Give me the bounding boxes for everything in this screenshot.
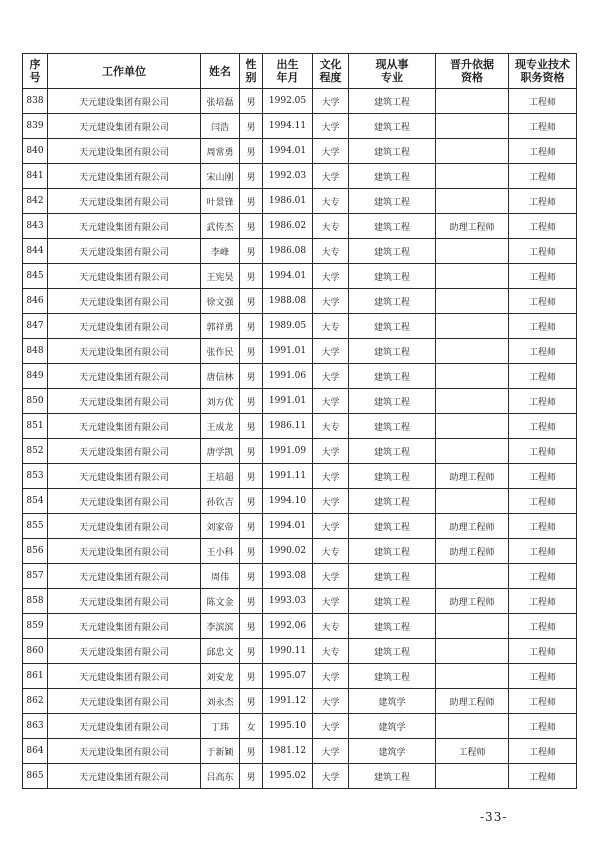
- cell-major: 建筑学: [349, 714, 436, 739]
- cell-unit: 天元建设集团有限公司: [48, 764, 201, 789]
- cell-education: 大专: [313, 614, 349, 639]
- cell-gender: 男: [240, 214, 263, 239]
- cell-current-title: 工程师: [509, 714, 577, 739]
- cell-promotion-basis: [436, 764, 509, 789]
- cell-no: 851: [23, 414, 48, 439]
- header-unit: 工作单位: [48, 54, 201, 89]
- cell-education: 大学: [313, 589, 349, 614]
- cell-name: 刘永杰: [201, 689, 240, 714]
- table-row: [23, 214, 577, 239]
- cell-name: 郭祥勇: [201, 314, 240, 339]
- header-current-title: 现专业技术 职务资格: [509, 54, 577, 89]
- cell-promotion-basis: [436, 314, 509, 339]
- cell-major: 建筑工程: [349, 314, 436, 339]
- cell-current-title: 工程师: [509, 289, 577, 314]
- cell-unit: 天元建设集团有限公司: [48, 289, 201, 314]
- cell-birth: 1991.09: [263, 439, 313, 464]
- cell-unit: 天元建设集团有限公司: [48, 264, 201, 289]
- cell-current-title: 工程师: [509, 489, 577, 514]
- table-row: [23, 489, 577, 514]
- cell-major: 建筑工程: [349, 614, 436, 639]
- cell-name: 孙钦吉: [201, 489, 240, 514]
- cell-name: 叶景锋: [201, 189, 240, 214]
- cell-major: 建筑工程: [349, 364, 436, 389]
- cell-unit: 天元建设集团有限公司: [48, 139, 201, 164]
- cell-education: 大学: [313, 739, 349, 764]
- cell-unit: 天元建设集团有限公司: [48, 739, 201, 764]
- cell-gender: 男: [240, 264, 263, 289]
- cell-birth: 1994.11: [263, 114, 313, 139]
- cell-gender: 男: [240, 539, 263, 564]
- table-row: [23, 764, 577, 789]
- cell-education: 大专: [313, 189, 349, 214]
- cell-current-title: 工程师: [509, 764, 577, 789]
- cell-education: 大学: [313, 439, 349, 464]
- header-birth: 出生 年月: [263, 54, 313, 89]
- header-name: 姓名: [201, 54, 240, 89]
- personnel-table-sheet: [22, 53, 576, 789]
- cell-education: 大专: [313, 539, 349, 564]
- cell-current-title: 工程师: [509, 514, 577, 539]
- cell-unit: 天元建设集团有限公司: [48, 164, 201, 189]
- table-row: [23, 464, 577, 489]
- cell-no: 850: [23, 389, 48, 414]
- cell-no: 849: [23, 364, 48, 389]
- cell-unit: 天元建设集团有限公司: [48, 514, 201, 539]
- cell-current-title: 工程师: [509, 739, 577, 764]
- cell-no: 838: [23, 89, 48, 114]
- cell-birth: 1993.03: [263, 589, 313, 614]
- cell-major: 建筑工程: [349, 414, 436, 439]
- cell-unit: 天元建设集团有限公司: [48, 314, 201, 339]
- cell-education: 大学: [313, 139, 349, 164]
- cell-name: 周伟: [201, 564, 240, 589]
- cell-promotion-basis: [436, 239, 509, 264]
- cell-name: 张培磊: [201, 89, 240, 114]
- cell-major: 建筑工程: [349, 214, 436, 239]
- table-row: [23, 414, 577, 439]
- cell-name: 丁玮: [201, 714, 240, 739]
- cell-no: 854: [23, 489, 48, 514]
- cell-gender: 男: [240, 689, 263, 714]
- cell-major: 建筑工程: [349, 664, 436, 689]
- cell-promotion-basis: [436, 139, 509, 164]
- cell-unit: 天元建设集团有限公司: [48, 239, 201, 264]
- cell-promotion-basis: 助理工程师: [436, 464, 509, 489]
- cell-birth: 1991.06: [263, 364, 313, 389]
- cell-birth: 1989.05: [263, 314, 313, 339]
- cell-promotion-basis: 助理工程师: [436, 514, 509, 539]
- cell-current-title: 工程师: [509, 439, 577, 464]
- cell-promotion-basis: [436, 164, 509, 189]
- header-row: [23, 54, 577, 89]
- cell-current-title: 工程师: [509, 164, 577, 189]
- cell-unit: 天元建设集团有限公司: [48, 664, 201, 689]
- cell-gender: 男: [240, 139, 263, 164]
- table-row: [23, 239, 577, 264]
- cell-gender: 男: [240, 614, 263, 639]
- cell-no: 841: [23, 164, 48, 189]
- cell-promotion-basis: [436, 664, 509, 689]
- table-row: [23, 664, 577, 689]
- table-header: [23, 54, 577, 89]
- cell-unit: 天元建设集团有限公司: [48, 689, 201, 714]
- cell-unit: 天元建设集团有限公司: [48, 589, 201, 614]
- cell-current-title: 工程师: [509, 389, 577, 414]
- cell-no: 855: [23, 514, 48, 539]
- cell-current-title: 工程师: [509, 239, 577, 264]
- cell-promotion-basis: [436, 614, 509, 639]
- cell-name: 徐文强: [201, 289, 240, 314]
- cell-birth: 1995.10: [263, 714, 313, 739]
- cell-major: 建筑工程: [349, 89, 436, 114]
- cell-name: 周常勇: [201, 139, 240, 164]
- cell-promotion-basis: [436, 364, 509, 389]
- cell-unit: 天元建设集团有限公司: [48, 364, 201, 389]
- cell-unit: 天元建设集团有限公司: [48, 89, 201, 114]
- cell-name: 李滨滨: [201, 614, 240, 639]
- cell-birth: 1991.01: [263, 339, 313, 364]
- header-no: 序 号: [23, 54, 48, 89]
- cell-gender: 男: [240, 464, 263, 489]
- cell-current-title: 工程师: [509, 114, 577, 139]
- cell-gender: 男: [240, 364, 263, 389]
- cell-gender: 男: [240, 439, 263, 464]
- cell-education: 大学: [313, 664, 349, 689]
- cell-major: 建筑工程: [349, 264, 436, 289]
- cell-education: 大学: [313, 114, 349, 139]
- cell-no: 852: [23, 439, 48, 464]
- cell-gender: 男: [240, 239, 263, 264]
- cell-gender: 男: [240, 289, 263, 314]
- cell-major: 建筑工程: [349, 289, 436, 314]
- cell-education: 大专: [313, 639, 349, 664]
- cell-no: 856: [23, 539, 48, 564]
- cell-current-title: 工程师: [509, 639, 577, 664]
- cell-name: 刘家帝: [201, 514, 240, 539]
- cell-education: 大学: [313, 714, 349, 739]
- cell-promotion-basis: 助理工程师: [436, 539, 509, 564]
- cell-current-title: 工程师: [509, 664, 577, 689]
- cell-major: 建筑工程: [349, 114, 436, 139]
- cell-name: 王宪昊: [201, 264, 240, 289]
- header-major: 现从事 专业: [349, 54, 436, 89]
- cell-gender: 男: [240, 764, 263, 789]
- cell-birth: 1995.02: [263, 764, 313, 789]
- cell-name: 王小科: [201, 539, 240, 564]
- cell-education: 大学: [313, 89, 349, 114]
- cell-birth: 1990.02: [263, 539, 313, 564]
- cell-education: 大学: [313, 264, 349, 289]
- cell-birth: 1991.11: [263, 464, 313, 489]
- cell-birth: 1991.12: [263, 689, 313, 714]
- cell-education: 大学: [313, 389, 349, 414]
- cell-education: 大专: [313, 414, 349, 439]
- cell-gender: 男: [240, 514, 263, 539]
- cell-no: 860: [23, 639, 48, 664]
- header-gender: 性 别: [240, 54, 263, 89]
- cell-birth: 1986.02: [263, 214, 313, 239]
- cell-gender: 男: [240, 414, 263, 439]
- cell-gender: 男: [240, 739, 263, 764]
- personnel-table: [22, 53, 577, 789]
- cell-major: 建筑工程: [349, 489, 436, 514]
- cell-name: 邱忠文: [201, 639, 240, 664]
- cell-major: 建筑工程: [349, 389, 436, 414]
- cell-no: 845: [23, 264, 48, 289]
- cell-promotion-basis: [436, 489, 509, 514]
- cell-birth: 1992.06: [263, 614, 313, 639]
- cell-major: 建筑工程: [349, 164, 436, 189]
- cell-major: 建筑工程: [349, 564, 436, 589]
- cell-major: 建筑工程: [349, 239, 436, 264]
- cell-birth: 1994.01: [263, 264, 313, 289]
- cell-name: 唐学凯: [201, 439, 240, 464]
- cell-unit: 天元建设集团有限公司: [48, 539, 201, 564]
- cell-education: 大专: [313, 214, 349, 239]
- cell-promotion-basis: [436, 714, 509, 739]
- cell-current-title: 工程师: [509, 139, 577, 164]
- cell-no: 848: [23, 339, 48, 364]
- cell-education: 大学: [313, 514, 349, 539]
- table-body: [23, 89, 577, 789]
- cell-no: 847: [23, 314, 48, 339]
- header-promotion-basis: 晋升依据 资格: [436, 54, 509, 89]
- cell-gender: 男: [240, 639, 263, 664]
- table-row: [23, 389, 577, 414]
- cell-gender: 男: [240, 564, 263, 589]
- cell-unit: 天元建设集团有限公司: [48, 114, 201, 139]
- cell-gender: 男: [240, 164, 263, 189]
- table-row: [23, 164, 577, 189]
- cell-major: 建筑工程: [349, 764, 436, 789]
- cell-major: 建筑工程: [349, 464, 436, 489]
- cell-education: 大专: [313, 314, 349, 339]
- cell-gender: 男: [240, 489, 263, 514]
- cell-no: 843: [23, 214, 48, 239]
- table-row: [23, 189, 577, 214]
- cell-birth: 1993.08: [263, 564, 313, 589]
- cell-current-title: 工程师: [509, 89, 577, 114]
- cell-no: 846: [23, 289, 48, 314]
- cell-birth: 1988.08: [263, 289, 313, 314]
- cell-unit: 天元建设集团有限公司: [48, 489, 201, 514]
- cell-major: 建筑工程: [349, 339, 436, 364]
- cell-birth: 1986.08: [263, 239, 313, 264]
- cell-current-title: 工程师: [509, 589, 577, 614]
- table-row: [23, 739, 577, 764]
- cell-birth: 1994.01: [263, 139, 313, 164]
- cell-name: 张作民: [201, 339, 240, 364]
- cell-name: 闫浩: [201, 114, 240, 139]
- cell-gender: 男: [240, 389, 263, 414]
- table-row: [23, 639, 577, 664]
- cell-name: 唐信林: [201, 364, 240, 389]
- cell-promotion-basis: 工程师: [436, 739, 509, 764]
- cell-promotion-basis: [436, 439, 509, 464]
- cell-education: 大学: [313, 489, 349, 514]
- cell-promotion-basis: [436, 189, 509, 214]
- cell-education: 大学: [313, 164, 349, 189]
- cell-current-title: 工程师: [509, 339, 577, 364]
- cell-birth: 1981.12: [263, 739, 313, 764]
- table-row: [23, 714, 577, 739]
- cell-education: 大学: [313, 689, 349, 714]
- cell-promotion-basis: [436, 389, 509, 414]
- cell-current-title: 工程师: [509, 414, 577, 439]
- cell-education: 大专: [313, 239, 349, 264]
- cell-no: 863: [23, 714, 48, 739]
- cell-major: 建筑工程: [349, 539, 436, 564]
- cell-major: 建筑工程: [349, 639, 436, 664]
- cell-no: 842: [23, 189, 48, 214]
- cell-no: 862: [23, 689, 48, 714]
- cell-gender: 男: [240, 314, 263, 339]
- cell-unit: 天元建设集团有限公司: [48, 614, 201, 639]
- cell-no: 857: [23, 564, 48, 589]
- cell-promotion-basis: 助理工程师: [436, 214, 509, 239]
- cell-name: 宋山刚: [201, 164, 240, 189]
- cell-promotion-basis: [436, 639, 509, 664]
- table-row: [23, 89, 577, 114]
- cell-gender: 男: [240, 589, 263, 614]
- cell-no: 858: [23, 589, 48, 614]
- cell-promotion-basis: 助理工程师: [436, 589, 509, 614]
- cell-birth: 1990.11: [263, 639, 313, 664]
- cell-current-title: 工程师: [509, 464, 577, 489]
- cell-no: 861: [23, 664, 48, 689]
- cell-gender: 男: [240, 664, 263, 689]
- cell-unit: 天元建设集团有限公司: [48, 389, 201, 414]
- cell-unit: 天元建设集团有限公司: [48, 714, 201, 739]
- table-row: [23, 139, 577, 164]
- cell-promotion-basis: [436, 264, 509, 289]
- cell-birth: 1992.05: [263, 89, 313, 114]
- cell-current-title: 工程师: [509, 314, 577, 339]
- table-row: [23, 339, 577, 364]
- cell-no: 853: [23, 464, 48, 489]
- table-row: [23, 614, 577, 639]
- cell-birth: 1994.10: [263, 489, 313, 514]
- cell-major: 建筑工程: [349, 439, 436, 464]
- cell-major: 建筑学: [349, 739, 436, 764]
- cell-unit: 天元建设集团有限公司: [48, 439, 201, 464]
- table-row: [23, 264, 577, 289]
- cell-promotion-basis: [436, 89, 509, 114]
- cell-promotion-basis: [436, 114, 509, 139]
- cell-education: 大学: [313, 764, 349, 789]
- cell-education: 大学: [313, 564, 349, 589]
- cell-unit: 天元建设集团有限公司: [48, 464, 201, 489]
- table-row: [23, 514, 577, 539]
- cell-name: 王培超: [201, 464, 240, 489]
- cell-unit: 天元建设集团有限公司: [48, 414, 201, 439]
- cell-unit: 天元建设集团有限公司: [48, 189, 201, 214]
- cell-promotion-basis: [436, 414, 509, 439]
- table-row: [23, 564, 577, 589]
- table-row: [23, 364, 577, 389]
- table-row: [23, 114, 577, 139]
- cell-name: 于新颖: [201, 739, 240, 764]
- header-education: 文化 程度: [313, 54, 349, 89]
- cell-gender: 男: [240, 189, 263, 214]
- cell-no: 844: [23, 239, 48, 264]
- cell-unit: 天元建设集团有限公司: [48, 564, 201, 589]
- table-row: [23, 289, 577, 314]
- cell-unit: 天元建设集团有限公司: [48, 339, 201, 364]
- cell-name: 王成龙: [201, 414, 240, 439]
- cell-major: 建筑工程: [349, 139, 436, 164]
- table-row: [23, 539, 577, 564]
- cell-birth: 1991.01: [263, 389, 313, 414]
- cell-unit: 天元建设集团有限公司: [48, 214, 201, 239]
- cell-birth: 1992.03: [263, 164, 313, 189]
- cell-birth: 1994.01: [263, 514, 313, 539]
- cell-name: 李峰: [201, 239, 240, 264]
- cell-no: 840: [23, 139, 48, 164]
- cell-promotion-basis: [436, 339, 509, 364]
- cell-unit: 天元建设集团有限公司: [48, 639, 201, 664]
- cell-birth: 1986.01: [263, 189, 313, 214]
- cell-birth: 1986.11: [263, 414, 313, 439]
- cell-gender: 男: [240, 114, 263, 139]
- table-row: [23, 439, 577, 464]
- cell-no: 839: [23, 114, 48, 139]
- cell-name: 吕高东: [201, 764, 240, 789]
- cell-major: 建筑学: [349, 689, 436, 714]
- cell-major: 建筑工程: [349, 189, 436, 214]
- page-number: -33-: [480, 810, 508, 824]
- cell-current-title: 工程师: [509, 214, 577, 239]
- cell-major: 建筑工程: [349, 589, 436, 614]
- table-row: [23, 314, 577, 339]
- cell-no: 859: [23, 614, 48, 639]
- cell-education: 大学: [313, 289, 349, 314]
- cell-name: 陈文金: [201, 589, 240, 614]
- cell-promotion-basis: [436, 289, 509, 314]
- cell-birth: 1995.07: [263, 664, 313, 689]
- cell-gender: 男: [240, 339, 263, 364]
- cell-current-title: 工程师: [509, 264, 577, 289]
- cell-promotion-basis: [436, 564, 509, 589]
- cell-gender: 男: [240, 89, 263, 114]
- cell-education: 大学: [313, 364, 349, 389]
- cell-education: 大学: [313, 464, 349, 489]
- cell-major: 建筑工程: [349, 514, 436, 539]
- cell-no: 864: [23, 739, 48, 764]
- cell-current-title: 工程师: [509, 614, 577, 639]
- cell-current-title: 工程师: [509, 564, 577, 589]
- cell-no: 865: [23, 764, 48, 789]
- cell-current-title: 工程师: [509, 189, 577, 214]
- cell-current-title: 工程师: [509, 364, 577, 389]
- cell-gender: 女: [240, 714, 263, 739]
- cell-current-title: 工程师: [509, 689, 577, 714]
- cell-name: 刘安龙: [201, 664, 240, 689]
- cell-promotion-basis: 助理工程师: [436, 689, 509, 714]
- table-row: [23, 589, 577, 614]
- table-row: [23, 689, 577, 714]
- cell-education: 大学: [313, 339, 349, 364]
- cell-current-title: 工程师: [509, 539, 577, 564]
- cell-name: 武传杰: [201, 214, 240, 239]
- cell-name: 刘方优: [201, 389, 240, 414]
